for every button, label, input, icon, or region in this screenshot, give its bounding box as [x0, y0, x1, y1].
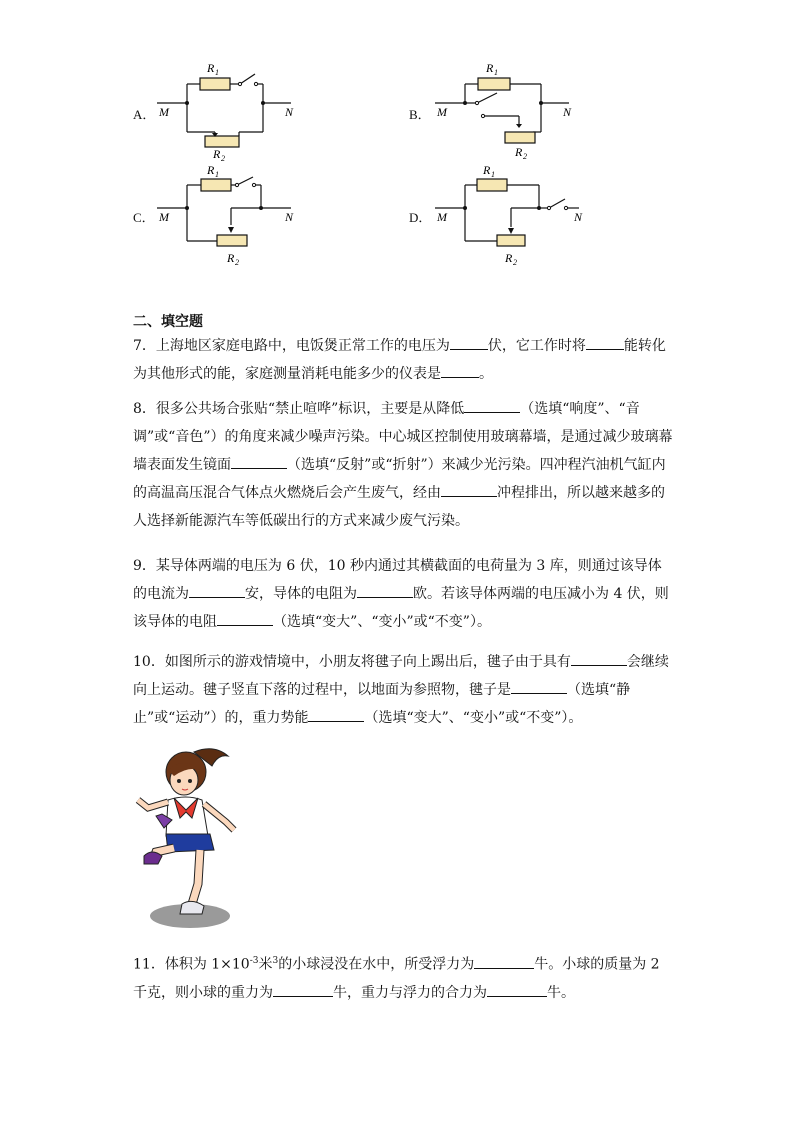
r1-label: R	[483, 163, 491, 177]
girl-kicking-shuttlecock-illustration	[128, 744, 248, 936]
option-a-label: A．	[133, 107, 156, 122]
terminal-n: N	[285, 210, 294, 224]
r2-subscript: 2	[523, 152, 527, 161]
question-10: 10．如图所示的游戏情境中，小朋友将毽子向上踢出后，毽子由于具有 会继续向上运动。毽子竖直下落的过程中，以地面为参照物，毽子是 （选填“静止”或“运动”）的，重力势能 （选填“变大”、“变小”或“不变”）。	[133, 648, 673, 732]
section-title: 二、填空题	[133, 314, 203, 330]
blank[interactable]	[571, 651, 627, 666]
blank[interactable]	[441, 482, 497, 497]
terminal-m: M	[159, 105, 169, 119]
r1-subscript: 1	[215, 170, 219, 179]
r1-label: R	[486, 61, 494, 75]
circuit-diagram-a	[155, 58, 305, 168]
r1-label: R	[207, 163, 215, 177]
blank[interactable]	[511, 679, 567, 694]
r1-label: R	[207, 61, 215, 75]
blank[interactable]	[586, 335, 624, 350]
blank[interactable]	[231, 454, 287, 469]
r1-subscript: 1	[491, 170, 495, 179]
blank[interactable]	[441, 363, 479, 378]
terminal-n: N	[563, 105, 572, 119]
option-c-label: C．	[133, 210, 155, 225]
blank[interactable]	[273, 982, 333, 997]
r2-label: R	[213, 147, 221, 161]
question-11: 11．体积为 $1\times 10^{-3}$米$^3$的小球浸没在水中，所受浮力为 牛。小球的质量为 2 千克，则小球的重力为 牛，重力与浮力的合力为 牛。	[133, 947, 673, 1007]
option-d-label: D．	[409, 210, 432, 225]
blank[interactable]	[357, 583, 413, 598]
terminal-m: M	[437, 210, 447, 224]
r2-label: R	[515, 145, 523, 159]
r1-subscript: 1	[215, 68, 219, 77]
blank[interactable]	[464, 398, 520, 413]
terminal-m: M	[159, 210, 169, 224]
terminal-m: M	[437, 105, 447, 119]
question-9: 9．某导体两端的电压为 6 伏，10 秒内通过其横截面的电荷量为 3 库，则通过该导体的电流为 安，导体的电阻为 欧。若该导体两端的电压减小为 4 伏，则该导体的电阻 （选填“变大”、“变小”或“不变”）。	[133, 558, 669, 630]
blank[interactable]	[487, 982, 547, 997]
r2-subscript: 2	[221, 154, 225, 163]
terminal-n: N	[574, 210, 583, 224]
r1-subscript: 1	[494, 68, 498, 77]
circuit-diagram-c	[155, 163, 305, 273]
blank[interactable]	[189, 583, 245, 598]
blank[interactable]	[308, 707, 364, 722]
question-7: 7．上海地区家庭电路中，电饭煲正常工作的电压为 伏，它工作时将 能转化为其他形式的能，家庭测量消耗电能多少的仪表是 。	[133, 332, 673, 388]
option-b-label: B．	[409, 107, 431, 122]
r2-subscript: 2	[235, 258, 239, 267]
r2-subscript: 2	[513, 258, 517, 267]
blank[interactable]	[450, 335, 488, 350]
circuit-diagram-d	[433, 163, 593, 273]
r2-label: R	[505, 251, 513, 265]
question-8: 8．很多公共场合张贴“禁止喧哗”标识，主要是从降低 （选填“响度”、“音调”或“音色”）的角度来减少噪声污染。中心城区控制使用玻璃幕墙，是通过减少玻璃幕墙表面发生镜面 （选填“反射”或“折射”）来减少光污染。四冲程汽油机气缸内的高温高压混合气体点火燃烧后会产生废气，经由 冲程排出，所以越来越多的人选择新能源汽车等低碳出行的方式来减少废气污染。	[133, 395, 673, 535]
terminal-n: N	[285, 105, 294, 119]
blank[interactable]	[474, 954, 534, 969]
circuit-diagram-b	[433, 58, 583, 168]
r2-label: R	[227, 251, 235, 265]
blank[interactable]	[217, 611, 273, 626]
